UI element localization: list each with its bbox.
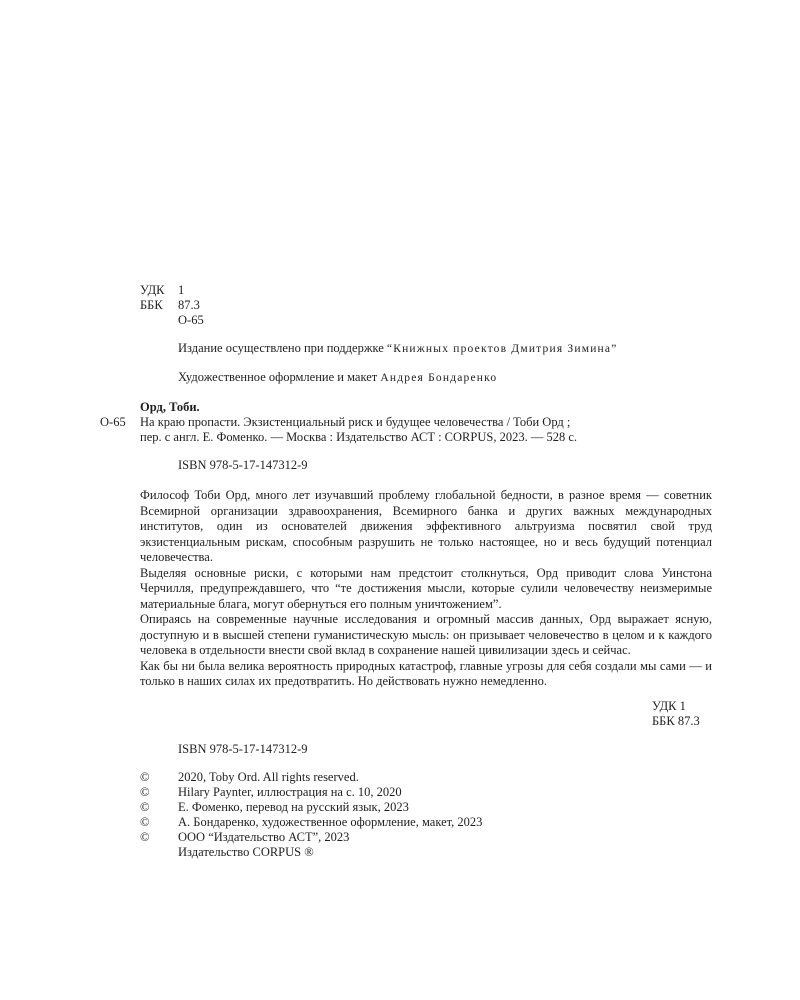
copyright-icon: ©	[140, 830, 150, 844]
copyright-text: Е. Фоменко, перевод на русский язык, 2023	[178, 800, 409, 814]
support-note-prefix: Издание осуществлено при поддержке	[178, 341, 387, 355]
publisher-imprint: Издательство CORPUS ®	[178, 845, 314, 859]
copyright-row	[140, 815, 482, 831]
bbk-value: 87.3	[178, 298, 200, 312]
bbk-label: ББК	[140, 298, 163, 312]
copyright-icon: ©	[140, 785, 150, 799]
copyright-icon: ©	[140, 800, 150, 814]
copyright-icon: ©	[140, 770, 150, 784]
copyright-row	[140, 800, 409, 816]
udk-label: УДК	[140, 283, 165, 297]
bibliographic-line-2: пер. с англ. Е. Фоменко. — Москва : Издательство АСТ : CORPUS, 2023. — 528 с.	[140, 430, 577, 444]
annotation-paragraph: Философ Тоби Орд, много лет изучавший проблему глобальной бедности, в разное время — советник Всемирной организации здравоохранения, Всемирного банка и других важных международных институтов, один из основателей движения эффективного альтруизма посвятил свой труд экзистенциальным рискам, способным разрушить не только настоящее, но и весь будущий потенциал человечества.	[140, 488, 712, 564]
isbn-bottom: ISBN 978-5-17-147312-9	[178, 742, 308, 756]
design-note-prefix: Художественное оформление и макет	[178, 370, 381, 384]
copyright-text: А. Бондаренко, художественное оформление, макет, 2023	[178, 815, 483, 829]
annotation-paragraph: Опираясь на современные научные исследования и огромный массив данных, Орд выражает ясную, доступную и в высшей степени гуманистическую мысль: он призывает человечество в целом и к каждого человека в отдельности внести свой вклад в сохранение нашей цивилизации здесь и сейчас.	[140, 612, 712, 657]
copyright-row	[140, 830, 349, 846]
copyright-row	[140, 770, 359, 786]
design-note	[178, 370, 497, 387]
margin-sign: О-65	[100, 415, 126, 429]
udk-value: 1	[178, 283, 185, 297]
author-sign: О-65	[178, 313, 204, 327]
bottom-bbk: ББК 87.3	[652, 714, 700, 728]
bibliographic-line-1: На краю пропасти. Экзистенциальный риск и будущее человечества / Тоби Орд ;	[140, 415, 571, 429]
isbn: ISBN 978-5-17-147312-9	[178, 458, 308, 472]
copyright-text: ООО “Издательство АСТ”, 2023	[178, 830, 350, 844]
support-note	[178, 341, 618, 358]
design-note-designer: Андрея Бондаренко	[380, 372, 498, 384]
copyright-text: Hilary Paynter, иллюстрация на с. 10, 2020	[178, 785, 402, 799]
support-note-project: “Книжных проектов Дмитрия Зимина”	[386, 343, 618, 355]
copyright-text: 2020, Toby Ord. All rights reserved.	[178, 770, 359, 784]
bottom-udk: УДК 1	[652, 699, 686, 713]
annotation	[140, 488, 712, 690]
annotation-paragraph: Выделяя основные риски, с которыми нам предстоит столкнуться, Орд приводит слова Уинстона Черчилля, предупреждавшего, что “те достижения мысли, которые сулили человечеству неизмеримые материальные блага, могут обернуться его полным уничтожением”.	[140, 565, 712, 611]
copyright-row	[140, 785, 402, 801]
copyright-icon: ©	[140, 815, 150, 829]
annotation-paragraph: Как бы ни была велика вероятность природных катастроф, главные угрозы для себя создали мы сами — и только в наших силах их предотвратить. Но действовать нужно немедленно.	[140, 658, 712, 688]
author-heading: Орд, Тоби.	[140, 400, 200, 414]
